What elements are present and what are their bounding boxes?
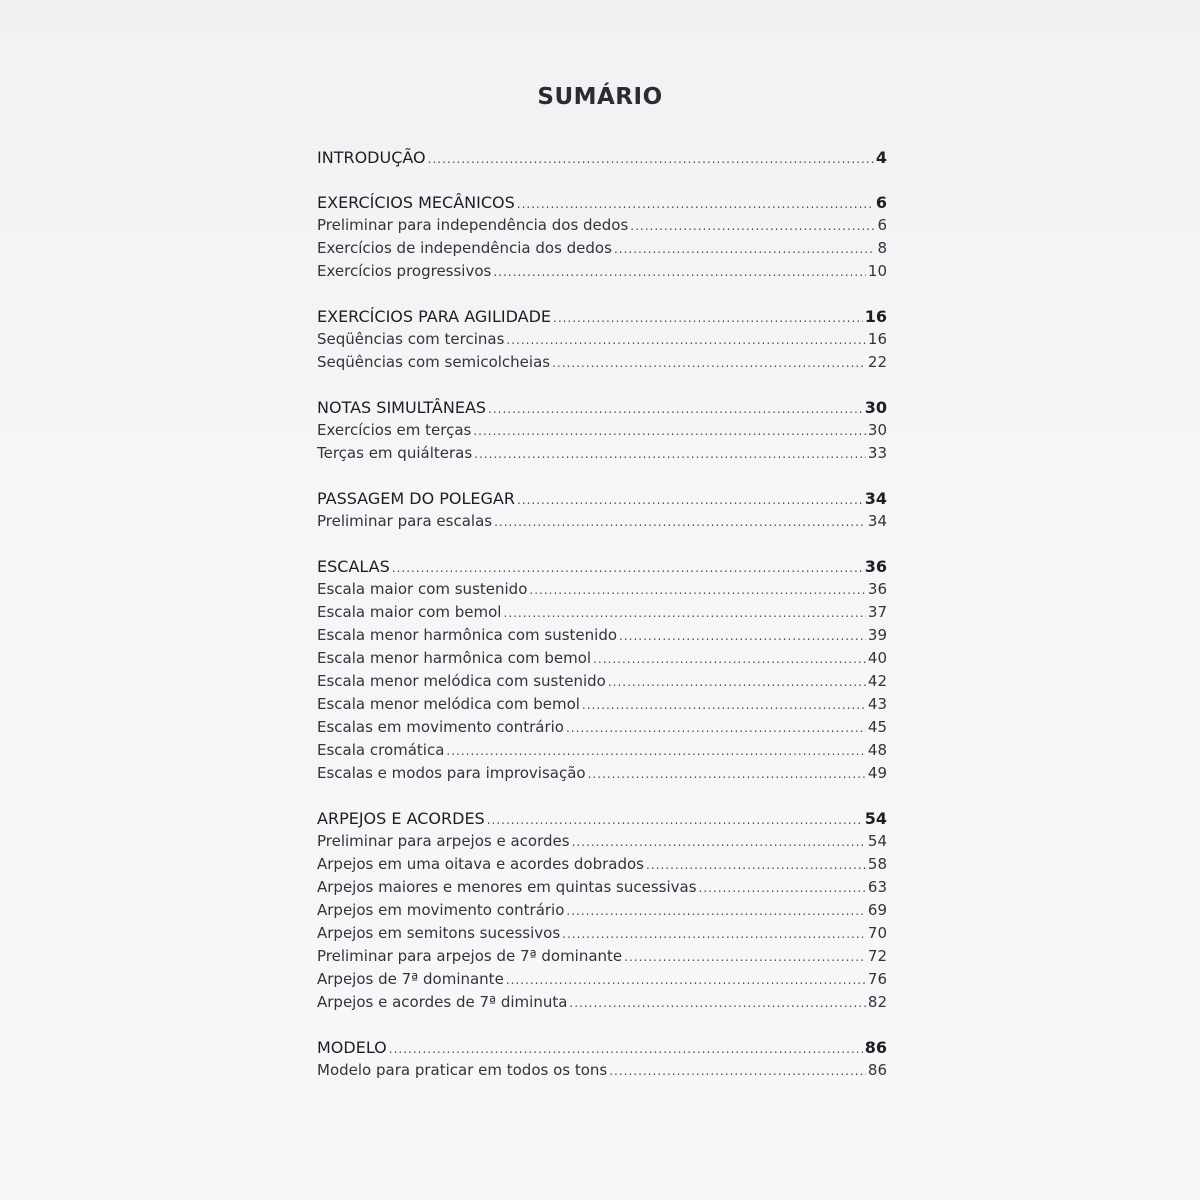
toc-page-number: 33	[867, 444, 887, 462]
toc-entry	[317, 624, 887, 647]
toc-entry-label: Arpejos de 7ª dominante	[317, 970, 504, 988]
toc-entry-label: Seqüências com semicolcheias	[317, 353, 551, 371]
toc-entry	[317, 739, 887, 762]
toc-page-number: 30	[867, 421, 887, 439]
dot-leader	[582, 694, 866, 717]
dot-leader	[487, 809, 863, 832]
toc-page-number: 10	[867, 262, 887, 280]
dot-leader	[529, 579, 866, 602]
toc-page-number: 36	[864, 557, 887, 576]
dot-leader	[517, 489, 863, 512]
toc-entry-label: Exercícios progressivos	[317, 262, 492, 280]
toc-section-heading	[317, 487, 887, 510]
toc-entry	[317, 693, 887, 716]
toc-page-number: 58	[867, 855, 887, 873]
toc-page-number: 37	[867, 603, 887, 621]
toc-page-number: 6	[875, 193, 887, 212]
toc-page-number: 34	[867, 512, 887, 530]
toc-entry-label: Escalas em movimento contrário	[317, 718, 564, 736]
toc-page-number: 16	[867, 330, 887, 348]
dot-leader	[593, 648, 866, 671]
toc-entry-label: Escala menor melódica com bemol	[317, 695, 580, 713]
dot-leader	[506, 329, 866, 352]
toc-page-number: 72	[867, 947, 887, 965]
toc-section	[317, 487, 887, 533]
toc-entry	[317, 830, 887, 853]
toc-entry-label: Preliminar para independência dos dedos	[317, 216, 629, 234]
toc-entry-label: Escala menor melódica com sustenido	[317, 672, 606, 690]
toc-entry	[317, 853, 887, 876]
dot-leader	[608, 671, 866, 694]
toc-page-number: 36	[867, 580, 887, 598]
dot-leader	[474, 443, 866, 466]
toc-entry-label: ARPEJOS E ACORDES	[317, 809, 485, 828]
dot-leader	[609, 1060, 866, 1083]
dot-leader	[566, 717, 866, 740]
toc-entry-label: MODELO	[317, 1038, 387, 1057]
toc-section-heading	[317, 305, 887, 328]
dot-leader	[488, 398, 863, 421]
toc-entry-label: Escala menor harmônica com bemol	[317, 649, 592, 667]
toc-section	[317, 807, 887, 1014]
toc-entry-label: Preliminar para arpejos de 7ª dominante	[317, 947, 623, 965]
toc-page-number: 22	[867, 353, 887, 371]
dot-leader	[614, 238, 876, 261]
toc-entry	[317, 968, 887, 991]
toc-entry-label: INTRODUÇÃO	[317, 148, 426, 167]
toc-section	[317, 396, 887, 465]
toc-page-number: 34	[864, 489, 887, 508]
toc-entry	[317, 328, 887, 351]
dot-leader	[503, 602, 865, 625]
toc-entry-label: EXERCÍCIOS PARA AGILIDADE	[317, 307, 552, 326]
dot-leader	[493, 261, 866, 284]
dot-leader	[392, 557, 863, 580]
toc-entry	[317, 945, 887, 968]
toc-entry-label: EXERCÍCIOS MECÂNICOS	[317, 193, 515, 212]
toc-entry-label: Modelo para praticar em todos os tons	[317, 1061, 608, 1079]
table-of-contents	[317, 146, 887, 1104]
toc-entry-label: Arpejos em movimento contrário	[317, 901, 565, 919]
toc-page-number: 8	[877, 239, 887, 257]
toc-page-number: 76	[867, 970, 887, 988]
dot-leader	[553, 307, 863, 330]
dot-leader	[646, 854, 866, 877]
toc-section-heading	[317, 1036, 887, 1059]
dot-leader	[389, 1038, 863, 1061]
toc-entry-label: Seqüências com tercinas	[317, 330, 505, 348]
toc-section	[317, 191, 887, 283]
dot-leader	[588, 763, 866, 786]
toc-entry-label: Exercícios em terças	[317, 421, 472, 439]
toc-page-number: 43	[867, 695, 887, 713]
toc-entry-label: Escala maior com sustenido	[317, 580, 528, 598]
dot-leader	[494, 511, 866, 534]
dot-leader	[552, 352, 866, 375]
toc-entry	[317, 762, 887, 785]
toc-entry	[317, 237, 887, 260]
toc-entry	[317, 260, 887, 283]
toc-page-number: 63	[867, 878, 887, 896]
toc-section	[317, 146, 887, 169]
dot-leader	[630, 215, 875, 238]
toc-section	[317, 555, 887, 785]
toc-entry-label: Exercícios de independência dos dedos	[317, 239, 612, 257]
dot-leader	[506, 969, 866, 992]
toc-entry-label: ESCALAS	[317, 557, 390, 576]
dot-leader	[624, 946, 866, 969]
toc-entry-label: Escalas e modos para improvisação	[317, 764, 586, 782]
dot-leader	[699, 877, 866, 900]
toc-entry-label: Terças em quiálteras	[317, 444, 473, 462]
page-title: SUMÁRIO	[537, 84, 663, 110]
toc-entry	[317, 419, 887, 442]
toc-section-heading	[317, 396, 887, 419]
toc-entry-label: NOTAS SIMULTÂNEAS	[317, 398, 487, 417]
toc-entry	[317, 578, 887, 601]
dot-leader	[566, 900, 866, 923]
toc-page-number: 39	[867, 626, 887, 644]
toc-section-heading	[317, 191, 887, 214]
toc-page-number: 86	[864, 1038, 887, 1057]
toc-page-number: 48	[867, 741, 887, 759]
toc-page-number: 6	[877, 216, 887, 234]
dot-leader	[428, 148, 874, 171]
toc-page-number: 30	[864, 398, 887, 417]
toc-section-heading	[317, 146, 887, 169]
toc-entry	[317, 876, 887, 899]
dot-leader	[569, 992, 865, 1015]
toc-page-number: 49	[867, 764, 887, 782]
toc-entry-label: Preliminar para escalas	[317, 512, 493, 530]
dot-leader	[517, 193, 874, 216]
toc-page-number: 16	[864, 307, 887, 326]
toc-page-number: 69	[867, 901, 887, 919]
toc-entry-label: PASSAGEM DO POLEGAR	[317, 489, 515, 508]
toc-page-number: 70	[867, 924, 887, 942]
toc-section	[317, 305, 887, 374]
toc-entry	[317, 716, 887, 739]
toc-page-number: 42	[867, 672, 887, 690]
toc-entry	[317, 510, 887, 533]
toc-entry	[317, 670, 887, 693]
toc-entry	[317, 442, 887, 465]
toc-page-number: 4	[875, 148, 887, 167]
toc-entry-label: Escala cromática	[317, 741, 445, 759]
toc-entry	[317, 601, 887, 624]
toc-section	[317, 1036, 887, 1082]
toc-entry-label: Preliminar para arpejos e acordes	[317, 832, 570, 850]
toc-page-number: 54	[864, 809, 887, 828]
toc-entry	[317, 214, 887, 237]
toc-entry	[317, 351, 887, 374]
toc-page-number: 45	[867, 718, 887, 736]
dot-leader	[572, 831, 866, 854]
dot-leader	[619, 625, 866, 648]
toc-entry-label: Arpejos em uma oitava e acordes dobrados	[317, 855, 644, 873]
dot-leader	[473, 420, 866, 443]
dot-leader	[446, 740, 865, 763]
toc-entry-label: Escala maior com bemol	[317, 603, 502, 621]
toc-page-number: 40	[867, 649, 887, 667]
toc-page-number: 86	[867, 1061, 887, 1079]
toc-entry	[317, 1059, 887, 1082]
toc-page-number: 82	[867, 993, 887, 1011]
toc-entry	[317, 647, 887, 670]
toc-entry	[317, 991, 887, 1014]
toc-entry	[317, 922, 887, 945]
toc-section-heading	[317, 807, 887, 830]
toc-entry-label: Arpejos em semitons sucessivos	[317, 924, 561, 942]
toc-entry-label: Escala menor harmônica com sustenido	[317, 626, 618, 644]
toc-page-number: 54	[867, 832, 887, 850]
dot-leader	[562, 923, 866, 946]
toc-entry	[317, 899, 887, 922]
toc-entry-label: Arpejos maiores e menores em quintas sucessivas	[317, 878, 697, 896]
toc-section-heading	[317, 555, 887, 578]
toc-entry-label: Arpejos e acordes de 7ª diminuta	[317, 993, 568, 1011]
